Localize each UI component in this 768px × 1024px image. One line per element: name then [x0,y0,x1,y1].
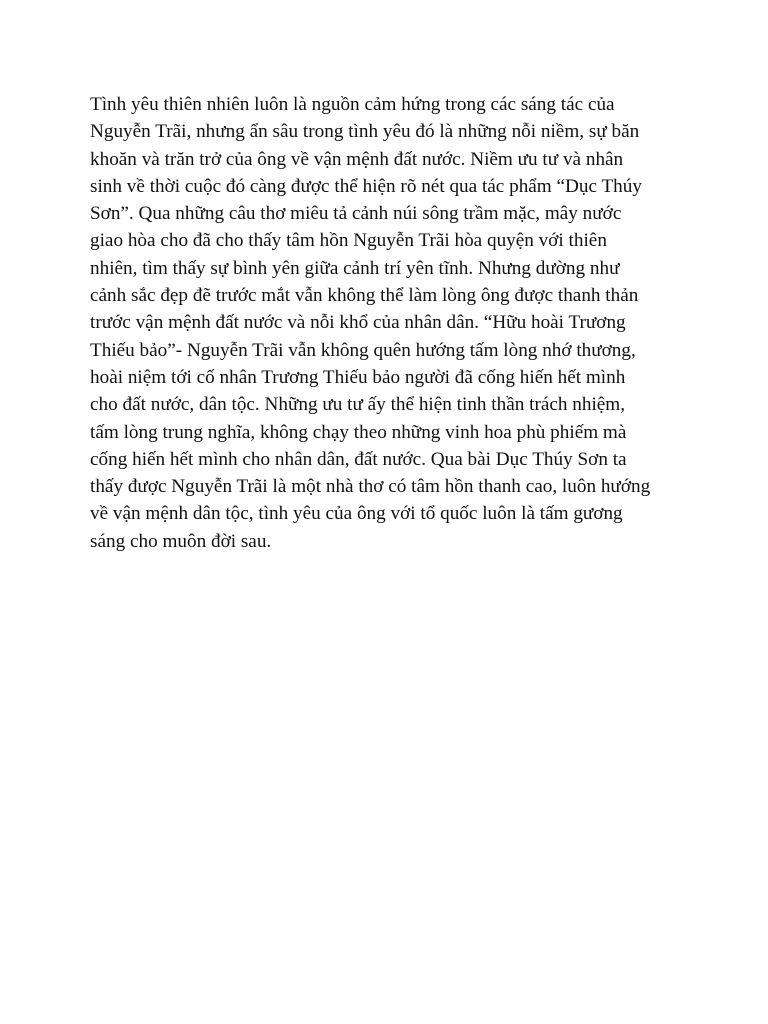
paragraph-line: Sơn”. Qua những câu thơ miêu tả cảnh núi sông trầm mặc, mây nước [90,203,622,225]
paragraph-line: thấy được Nguyễn Trãi là một nhà thơ có tâm hồn thanh cao, luôn hướng [90,476,651,498]
paragraph-line: giao hòa cho đã cho thấy tâm hồn Nguyễn Trãi hòa quyện với thiên [90,230,607,252]
paragraph-line: Nguyễn Trãi, nhưng ẩn sâu trong tình yêu đó là những nỗi niềm, sự băn [90,121,640,143]
paragraph-line: cho đất nước, dân tộc. Những ưu tư ấy thể hiện tinh thần trách nhiệm, [90,394,626,416]
paragraph-line: sáng cho muôn đời sau. [90,530,272,552]
paragraph-line: nhiên, tìm thấy sự bình yên giữa cảnh trí yên tĩnh. Nhưng dường như [90,257,620,279]
paragraph-line: trước vận mệnh đất nước và nỗi khổ của nhân dân. “Hữu hoài Trương [90,312,626,334]
paragraph-line: hoài niệm tới cố nhân Trương Thiếu bảo người đã cống hiến hết mình [90,366,626,388]
paragraph-line: Tình yêu thiên nhiên luôn là nguồn cảm hứng trong các sáng tác của [90,94,615,115]
paragraph-line: khoăn và trăn trở của ông về vận mệnh đất nước. Niềm ưu tư và nhân [90,148,624,170]
paragraph-line: tấm lòng trung nghĩa, không chạy theo những vinh hoa phù phiếm mà [90,421,627,443]
paragraph-line: cảnh sắc đẹp đẽ trước mắt vẫn không thể làm lòng ông được thanh thản [90,285,639,307]
paragraph-line: sinh về thời cuộc đó càng được thể hiện rõ nét qua tác phẩm “Dục Thúy [90,175,642,197]
paragraph-line: về vận mệnh dân tộc, tình yêu của ông với tổ quốc luôn là tấm gương [90,503,623,525]
paragraph-line: cống hiến hết mình cho nhân dân, đất nước. Qua bài Dục Thúy Sơn ta [90,448,627,470]
paragraph-line: Thiếu bảo”- Nguyễn Trãi vẫn không quên hướng tấm lòng nhớ thương, [90,339,636,361]
body-paragraph [90,91,690,555]
